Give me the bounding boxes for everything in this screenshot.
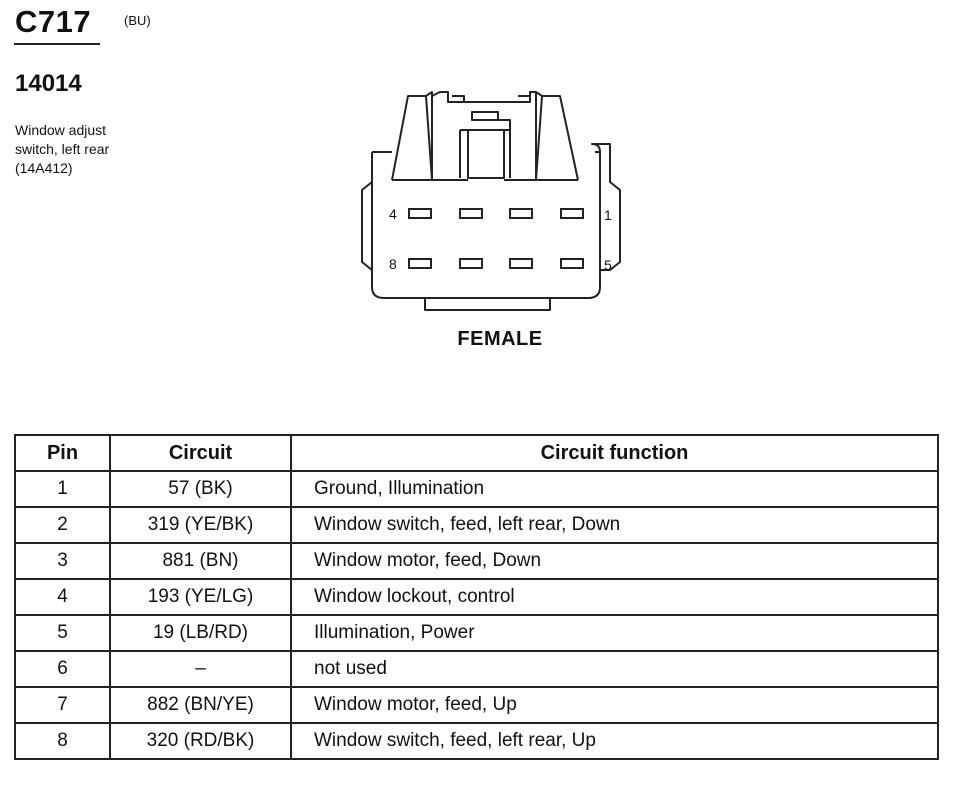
right-latch-ear (536, 96, 578, 180)
pinout-table (14, 434, 939, 760)
table-header-row (15, 435, 938, 471)
pin-cavity-7 (460, 259, 482, 268)
color-code: (BU) (124, 13, 151, 28)
connector-id: C717 (15, 4, 92, 39)
component-description (15, 121, 175, 178)
description-line: switch, left rear (15, 141, 110, 157)
pin-cell: 2 (15, 507, 110, 543)
connector-gender-label: FEMALE (457, 328, 543, 350)
pin-cell: 3 (15, 543, 110, 579)
circuit-cell: 881 (BN) (110, 543, 291, 579)
circuit-cell: 57 (BK) (110, 471, 291, 507)
table-row (15, 723, 938, 759)
circuit-cell: 319 (YE/BK) (110, 507, 291, 543)
pin-label-1: 1 (604, 207, 612, 223)
connector-face-diagram (340, 82, 640, 314)
circuit-cell: 882 (BN/YE) (110, 687, 291, 723)
table-row (15, 579, 938, 615)
header-circuit-function: Circuit function (291, 435, 938, 471)
pin-label-8: 8 (389, 256, 397, 272)
pin-cavity-5 (561, 259, 583, 268)
circuit-cell: – (110, 651, 291, 687)
function-cell: Window switch, feed, left rear, Up (291, 723, 938, 759)
table-row (15, 471, 938, 507)
pin-cavity-4 (409, 209, 431, 218)
table-row (15, 507, 938, 543)
pin-cell: 7 (15, 687, 110, 723)
connector-housing (372, 144, 620, 298)
circuit-cell: 193 (YE/LG) (110, 579, 291, 615)
function-cell: Illumination, Power (291, 615, 938, 651)
pin-cell: 8 (15, 723, 110, 759)
function-cell: Window motor, feed, Up (291, 687, 938, 723)
part-number: 14014 (15, 70, 82, 97)
pin-cavity-8 (409, 259, 431, 268)
pin-cavity-2 (510, 209, 532, 218)
function-cell: Window motor, feed, Down (291, 543, 938, 579)
connector-bottom-tab (425, 298, 550, 310)
table-row (15, 651, 938, 687)
function-cell: Ground, Illumination (291, 471, 938, 507)
center-lock (460, 112, 510, 130)
circuit-cell: 19 (LB/RD) (110, 615, 291, 651)
function-cell: not used (291, 651, 938, 687)
pin-cavity-1 (561, 209, 583, 218)
header-pin: Pin (15, 435, 110, 471)
circuit-cell: 320 (RD/BK) (110, 723, 291, 759)
pin-cell: 6 (15, 651, 110, 687)
pin-label-5: 5 (604, 257, 612, 273)
table-row (15, 687, 938, 723)
pin-label-4: 4 (389, 206, 397, 222)
function-cell: Window switch, feed, left rear, Down (291, 507, 938, 543)
pin-cell: 1 (15, 471, 110, 507)
table-row (15, 543, 938, 579)
pin-cavity-3 (460, 209, 482, 218)
connector-id-underline (14, 43, 100, 45)
pin-cell: 4 (15, 579, 110, 615)
pin-cell: 5 (15, 615, 110, 651)
table-row (15, 615, 938, 651)
description-line: (14A412) (15, 160, 73, 176)
left-latch-ear (392, 96, 432, 180)
pin-cavity-6 (510, 259, 532, 268)
function-cell: Window lockout, control (291, 579, 938, 615)
description-line: Window adjust (15, 122, 107, 138)
header-circuit: Circuit (110, 435, 291, 471)
